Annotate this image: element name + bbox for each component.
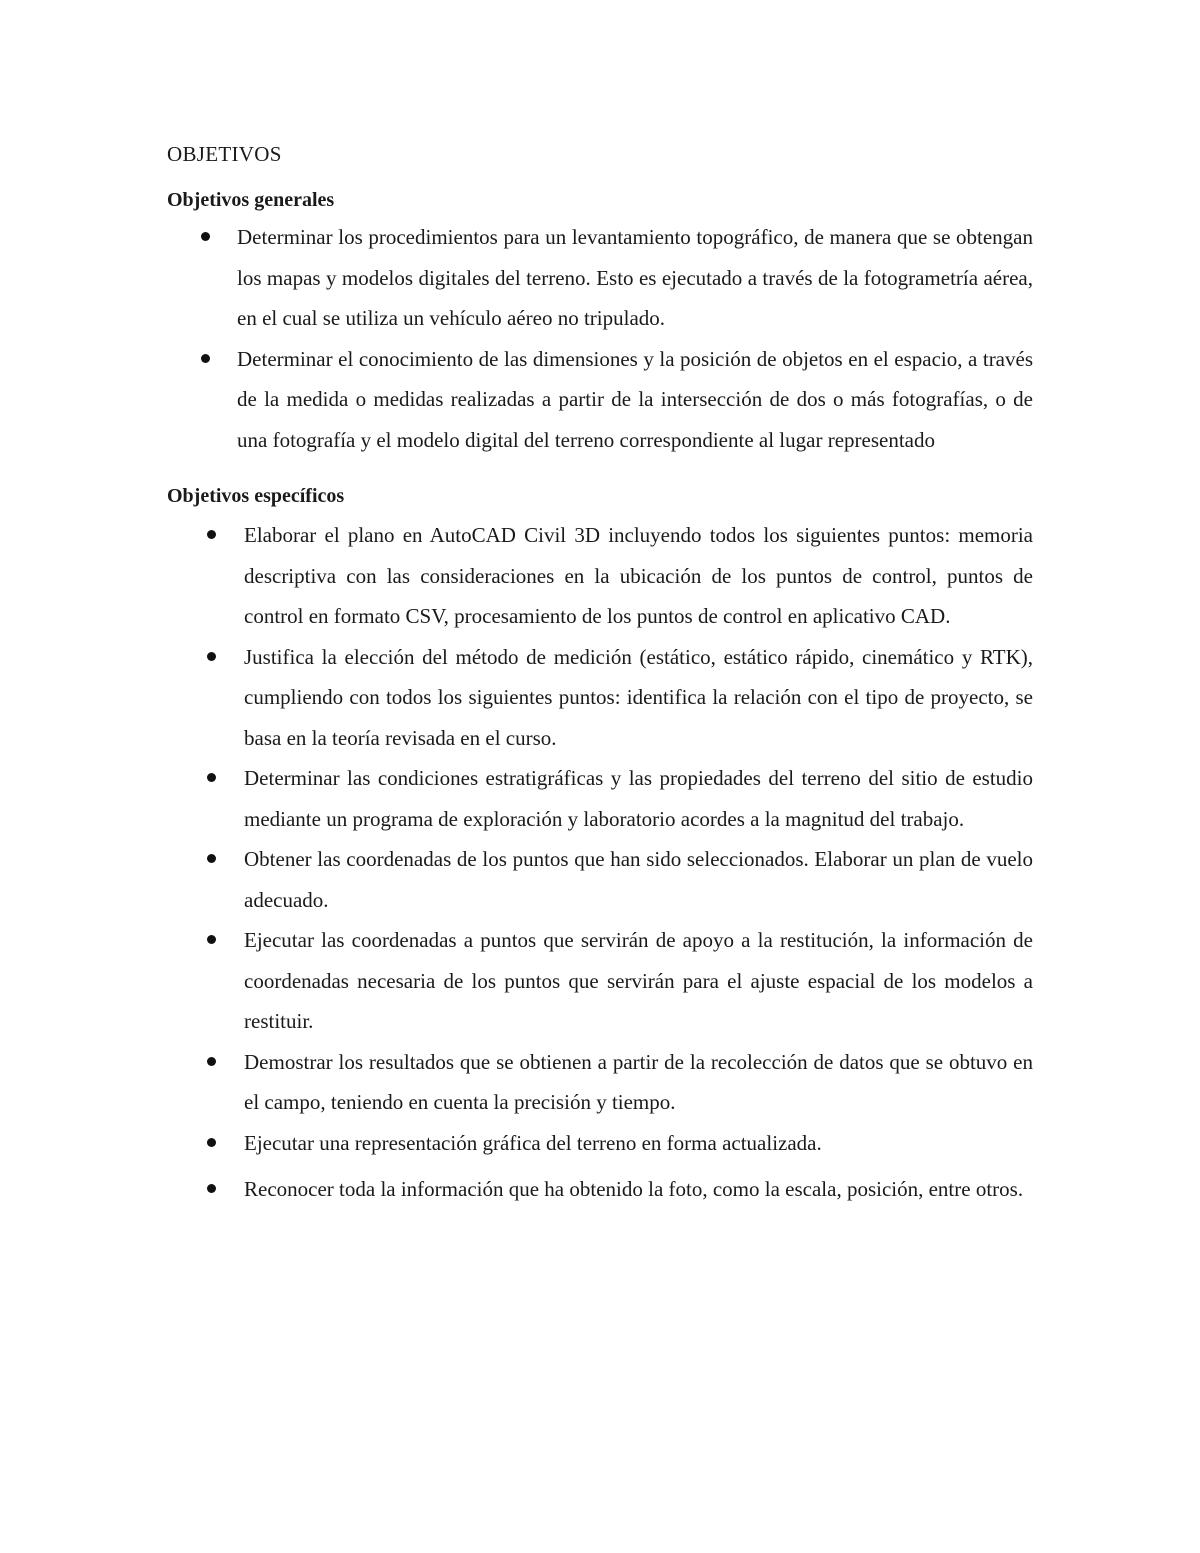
document-page <box>167 140 1033 1210</box>
list-item-text: Determinar las condiciones estratigráficas y las propiedades del terreno del sitio de estudio mediante un programa de exploración y laboratorio acordes a la magnitud del trabajo. <box>244 766 1033 831</box>
list-item <box>167 339 1033 461</box>
list-item-text: Elaborar el plano en AutoCAD Civil 3D incluyendo todos los siguientes puntos: memoria descriptiva con las consideraciones en la ubicación de los puntos de control, puntos de control en formato CSV, procesamiento de los puntos de control en aplicativo CAD. <box>244 523 1033 628</box>
list-item <box>167 637 1033 759</box>
bullet-icon <box>201 354 210 363</box>
list-item <box>167 839 1033 920</box>
list-item <box>167 515 1033 637</box>
list-item-text: Ejecutar las coordenadas a puntos que servirán de apoyo a la restitución, la información de coordenadas necesaria de los puntos que servirán para el ajuste espacial de los modelos a restituir. <box>244 928 1033 1033</box>
list-item-text: Demostrar los resultados que se obtienen a partir de la recolección de datos que se obtuvo en el campo, teniendo en cuenta la precisión y tiempo. <box>244 1049 1033 1114</box>
list-item-text: Justifica la elección del método de medición (estático, estático rápido, cinemático y RTK), cumpliendo con todos los siguientes puntos: identifica la relación con el tipo de proyecto, se basa en la teoría revisada en el curso. <box>244 644 1033 750</box>
list-item <box>167 1169 1033 1210</box>
list-item <box>167 1042 1033 1123</box>
bullet-icon <box>201 232 210 241</box>
list-item <box>167 217 1033 339</box>
bullet-icon <box>207 1138 216 1147</box>
bullet-icon <box>207 652 216 661</box>
list-item-text: Reconocer toda la información que ha obtenido la foto, como la escala, posición, entre otros. <box>244 1177 1024 1201</box>
list-item <box>167 1123 1033 1164</box>
bullet-icon <box>207 854 216 863</box>
general-objectives-list <box>167 217 1033 460</box>
bullet-icon <box>207 530 216 539</box>
general-objectives-heading: Objetivos generales <box>167 189 335 211</box>
bullet-icon <box>207 773 216 782</box>
list-item <box>167 920 1033 1042</box>
list-item-text: Ejecutar una representación gráfica del terreno en forma actualizada. <box>244 1130 822 1155</box>
bullet-icon <box>207 1057 216 1066</box>
list-item <box>167 758 1033 839</box>
specific-objectives-list <box>167 515 1033 1210</box>
page-title: OBJETIVOS <box>167 142 282 166</box>
list-item-text: Determinar los procedimientos para un levantamiento topográfico, de manera que se obtengan los mapas y modelos digitales del terreno. Esto es ejecutado a través de la fotogrametría aérea, en el cual se utiliza un vehículo aéreo no tripulado. <box>237 225 1033 330</box>
bullet-icon <box>207 935 216 944</box>
bullet-icon <box>207 1184 216 1193</box>
list-item-text: Obtener las coordenadas de los puntos que han sido seleccionados. Elaborar un plan de vuelo adecuado. <box>244 847 1033 912</box>
specific-objectives-heading: Objetivos específicos <box>167 485 345 507</box>
list-item-text: Determinar el conocimiento de las dimensiones y la posición de objetos en el espacio, a través de la medida o medidas realizadas a partir de la intersección de dos o más fotografías, o de una fotografía y el modelo digital del terreno correspondiente al lugar representado <box>237 346 1033 452</box>
